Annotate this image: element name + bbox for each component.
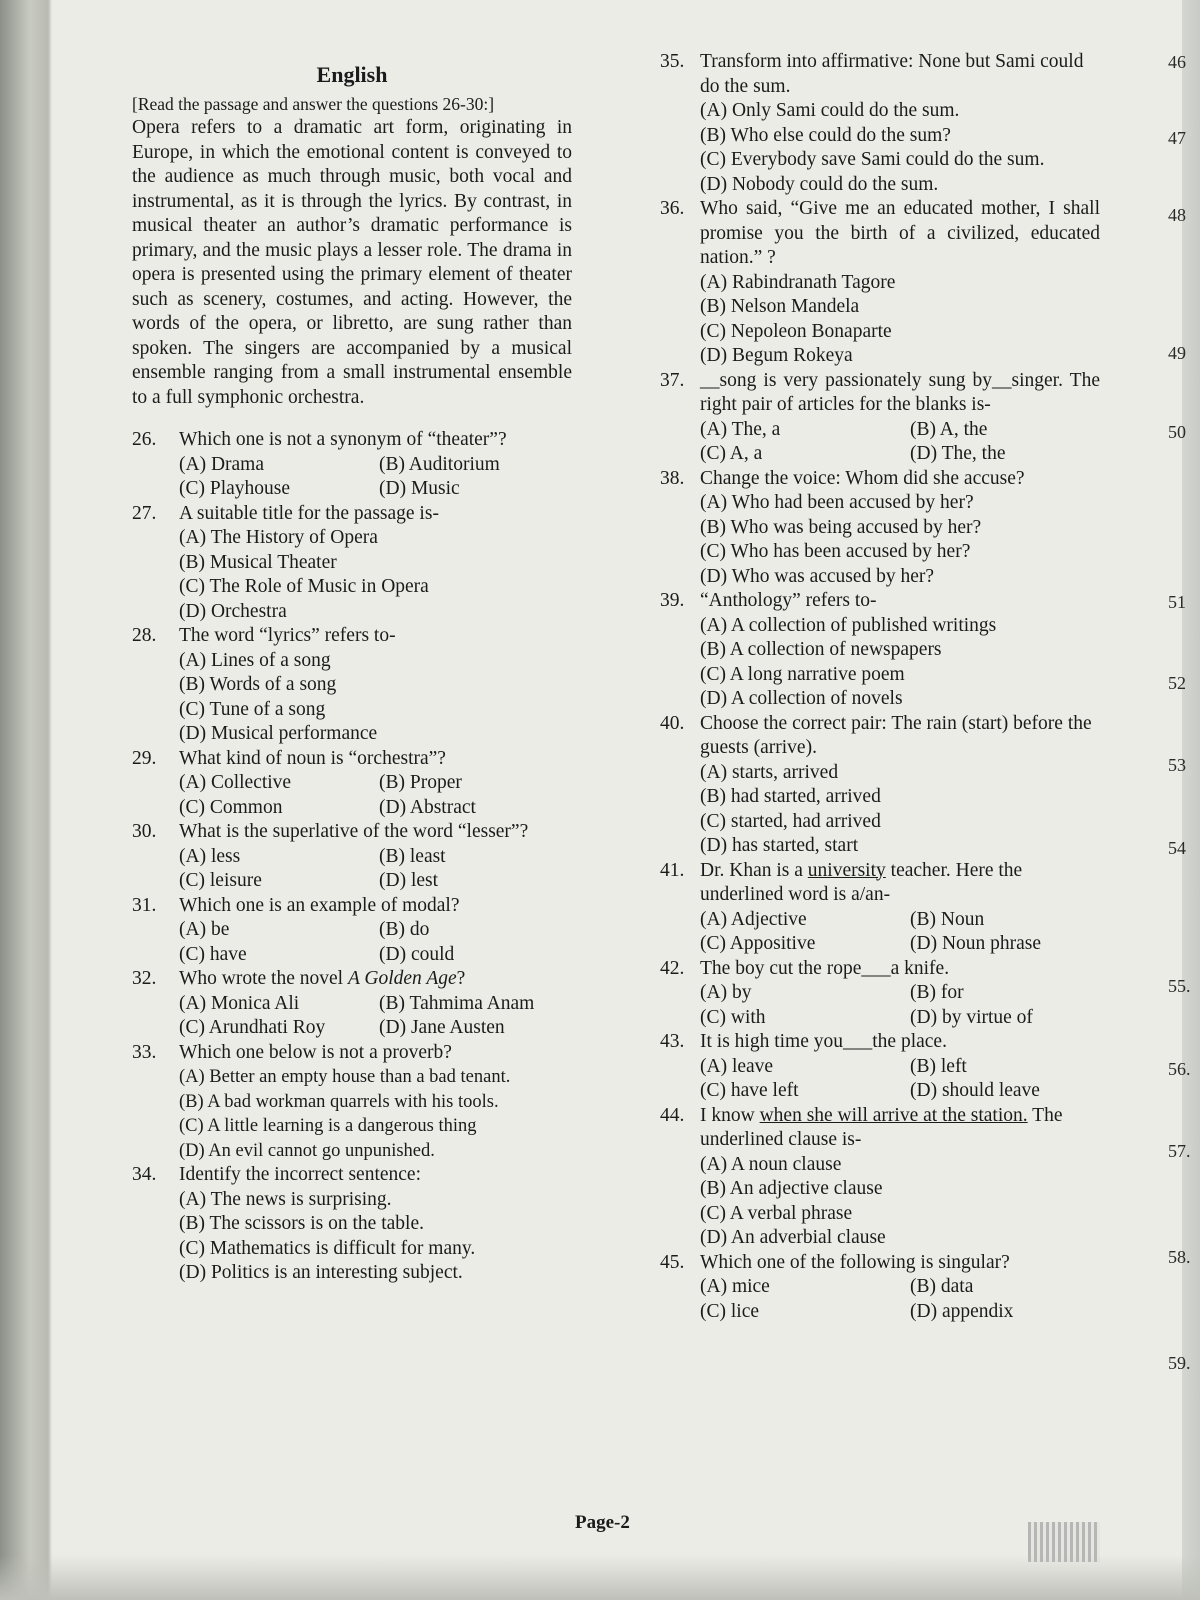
margin-number: 47 — [1168, 128, 1186, 148]
question-text: I know when she will arrive at the station. The underlined clause is- — [700, 1104, 1063, 1150]
option-d: (D) Abstract — [379, 796, 476, 818]
margin-number: 55. — [1168, 976, 1191, 996]
option-c: (C) Who has been accused by her? — [700, 541, 971, 562]
option-a: (A) starts, arrived — [700, 761, 839, 783]
margin-number: 50 — [1168, 422, 1186, 442]
question-text: Transform into affirmative: None but Sami could do the sum. — [700, 51, 1084, 97]
option-a: (A) The History of Opera — [179, 527, 378, 548]
option-d: (D) could — [379, 943, 455, 965]
option-d: (D) The, the — [910, 443, 1006, 464]
margin-number: 59. — [1168, 1353, 1191, 1373]
question-29 — [132, 747, 572, 821]
margin-number: 53 — [1168, 755, 1186, 775]
question-number: 41. — [660, 859, 685, 881]
underlined-word: university — [807, 859, 886, 881]
option-a: (A) Monica Ali — [179, 992, 300, 1014]
question-38 — [660, 467, 1100, 590]
option-c: (C) A, a — [700, 443, 763, 464]
option-b: (B) An adjective clause — [700, 1178, 883, 1199]
subject-heading: English — [316, 62, 388, 87]
question-31 — [132, 894, 572, 968]
right-column — [660, 50, 1100, 1324]
question-number: 36. — [660, 198, 685, 219]
option-a: (A) Better an empty house than a bad tenant. — [179, 1067, 511, 1087]
option-a: (A) mice — [700, 1276, 770, 1297]
question-number: 35. — [660, 51, 685, 72]
question-30 — [132, 820, 572, 894]
question-number: 27. — [132, 502, 157, 524]
option-d: (D) Who was accused by her? — [700, 565, 935, 587]
question-28 — [132, 624, 572, 747]
question-text: Change the voice: Whom did she accuse? — [700, 467, 1025, 489]
question-number: 38. — [660, 467, 685, 489]
option-b: (B) Who was being accused by her? — [700, 516, 982, 538]
option-d: (D) Politics is an interesting subject. — [179, 1262, 463, 1283]
option-b: (B) Nelson Mandela — [700, 296, 860, 317]
question-number: 44. — [660, 1104, 685, 1126]
option-c: (C) Common — [179, 796, 283, 818]
option-c: (C) Mathematics is difficult for many. — [179, 1237, 476, 1259]
novel-title: A Golden Age — [347, 968, 457, 989]
question-number: 40. — [660, 712, 685, 734]
option-c: (C) with — [700, 1006, 766, 1028]
option-b: (B) A bad workman quarrels with his tools. — [179, 1091, 499, 1112]
question-number: 45. — [660, 1251, 685, 1273]
option-b: (B) for — [910, 982, 964, 1003]
option-b: (B) A collection of newspapers — [700, 639, 942, 660]
option-b: (B) Auditorium — [379, 453, 500, 475]
margin-number: 56. — [1168, 1059, 1191, 1079]
option-b: (B) do — [379, 919, 430, 940]
margin-number: 51 — [1168, 592, 1186, 612]
question-text: __song is very passionately sung by__singer. The right pair of articles for the blanks is- — [700, 369, 1100, 415]
question-41 — [660, 859, 1100, 957]
table-surface — [0, 1555, 1200, 1600]
question-number: 28. — [132, 625, 157, 646]
margin-number: 54 — [1168, 838, 1186, 858]
margin-number: 48 — [1168, 205, 1186, 225]
option-d: (D) Noun phrase — [910, 933, 1042, 954]
question-text: What is the superlative of the word “lesser”? — [179, 821, 529, 842]
option-b: (B) least — [379, 845, 446, 867]
option-a: (A) A collection of published writings — [700, 614, 997, 636]
option-d: (D) Nobody could do the sum. — [700, 173, 939, 195]
option-c: (C) Appositive — [700, 933, 816, 954]
question-35 — [660, 50, 1100, 197]
option-b: (B) Proper — [379, 772, 462, 793]
question-40 — [660, 712, 1100, 859]
option-c: (C) leisure — [179, 870, 262, 891]
option-b: (B) Words of a song — [179, 674, 337, 695]
question-number: 32. — [132, 968, 157, 989]
option-d: (D) has started, start — [700, 835, 859, 856]
option-a: (A) Only Sami could do the sum. — [700, 100, 960, 121]
option-d: (D) should leave — [910, 1080, 1040, 1101]
question-text: The boy cut the rope___a knife. — [700, 957, 950, 979]
question-number: 29. — [132, 747, 157, 769]
option-d: (D) Musical performance — [179, 723, 378, 744]
question-text: Who said, “Give me an educated mother, I shall promise you the birth of a civilized, educated nation.” ? — [700, 198, 1100, 268]
question-text: What kind of noun is “orchestra”? — [179, 747, 446, 769]
margin-number: 58. — [1168, 1247, 1191, 1267]
option-c: (C) Arundhati Roy — [179, 1017, 326, 1038]
margin-number: 46 — [1168, 52, 1186, 72]
option-a: (A) Who had been accused by her? — [700, 492, 974, 513]
option-a: (A) Lines of a song — [179, 649, 331, 671]
question-text: Which one of the following is singular? — [700, 1251, 1010, 1273]
question-text: The word “lyrics” refers to- — [179, 625, 396, 646]
option-b: (B) Tahmima Anam — [379, 992, 535, 1014]
question-number: 42. — [660, 957, 685, 979]
option-a: (A) leave — [700, 1055, 774, 1077]
question-text: A suitable title for the passage is- — [179, 502, 439, 524]
question-number: 31. — [132, 894, 157, 916]
question-number: 30. — [132, 821, 157, 842]
option-d: (D) Begum Rokeya — [700, 345, 853, 366]
question-39 — [660, 589, 1100, 712]
margin-number: 49 — [1168, 343, 1186, 363]
question-number: 39. — [660, 590, 685, 611]
option-a: (A) be — [179, 919, 230, 940]
option-b: (B) had started, arrived — [700, 786, 881, 807]
option-a: (A) less — [179, 845, 241, 867]
option-a: (A) The, a — [700, 418, 781, 440]
underlined-clause: when she will arrive at the station. — [759, 1104, 1028, 1126]
question-26 — [132, 428, 572, 502]
option-b: (B) The scissors is on the table. — [179, 1213, 424, 1234]
option-d: (D) An evil cannot go unpunished. — [179, 1140, 435, 1161]
question-45 — [660, 1251, 1100, 1325]
option-a: (A) A noun clause — [700, 1153, 842, 1175]
reading-passage: Opera refers to a dramatic art form, originating in Europe, in which the emotional content is conveyed to the audience as much through music, both vocal and instrumental, as it is through the lyrics. By contrast, in musical theater an author’s dramatic performance is primary, and the music plays a lesser role. The drama in opera is presented using the primary element of theater such as scenery, costumes, and acting. However, the words of the opera, or libretto, are sung rather than spoken. The singers are accompanied by a musical ensemble ranging from a small instrumental ensemble to a full symphonic orchestra. — [132, 117, 572, 408]
option-a: (A) Adjective — [700, 908, 807, 930]
option-c: (C) A verbal phrase — [700, 1202, 853, 1224]
option-a: (A) Collective — [179, 772, 292, 793]
question-33 — [132, 1041, 572, 1164]
question-text: Which one is an example of modal? — [179, 894, 460, 916]
left-column — [132, 62, 572, 1286]
option-a: (A) The news is surprising. — [179, 1188, 392, 1210]
option-b: (B) left — [910, 1055, 967, 1077]
option-b: (B) A, the — [910, 418, 988, 440]
question-37 — [660, 369, 1100, 467]
option-c: (C) have — [179, 943, 247, 965]
option-d: (D) An adverbial clause — [700, 1227, 886, 1248]
option-a: (A) by — [700, 982, 752, 1003]
option-a: (A) Rabindranath Tagore — [700, 271, 896, 293]
option-c: (C) Everybody save Sami could do the sum. — [700, 149, 1045, 170]
question-text: Which one is not a synonym of “theater”? — [179, 429, 507, 450]
option-c: (C) A long narrative poem — [700, 663, 905, 685]
question-44 — [660, 1104, 1100, 1251]
question-42 — [660, 957, 1100, 1031]
option-d: (D) appendix — [910, 1300, 1014, 1322]
question-43 — [660, 1030, 1100, 1104]
margin-number: 57. — [1168, 1141, 1191, 1161]
option-a: (A) Drama — [179, 453, 264, 475]
option-d: (D) lest — [379, 870, 439, 891]
question-text: Who wrote the novel A Golden Age? — [179, 968, 466, 989]
page-number: Page-2 — [575, 1512, 630, 1533]
question-text: Choose the correct pair: The rain (start) before the guests (arrive). — [700, 712, 1092, 758]
option-d: (D) Jane Austen — [379, 1017, 505, 1038]
option-c: (C) Playhouse — [179, 478, 291, 499]
question-number: 43. — [660, 1031, 685, 1052]
question-text: Which one below is not a proverb? — [179, 1041, 452, 1063]
option-c: (C) Nepoleon Bonaparte — [700, 320, 892, 342]
option-d: (D) A collection of novels — [700, 688, 903, 709]
question-34 — [132, 1163, 572, 1286]
question-text: Identify the incorrect sentence: — [179, 1164, 422, 1185]
option-c: (C) Tune of a song — [179, 698, 326, 720]
option-c: (C) started, had arrived — [700, 810, 881, 832]
question-text: It is high time you___the place. — [700, 1031, 947, 1052]
option-b: (B) data — [910, 1276, 974, 1297]
question-number: 26. — [132, 429, 157, 450]
question-36 — [660, 197, 1100, 369]
option-b: (B) Musical Theater — [179, 551, 337, 573]
option-c: (C) have left — [700, 1080, 799, 1101]
question-number: 33. — [132, 1041, 157, 1063]
option-c: (C) lice — [700, 1300, 760, 1322]
option-b: (B) Who else could do the sum? — [700, 124, 951, 146]
margin-number: 52 — [1168, 673, 1186, 693]
question-27 — [132, 502, 572, 625]
question-text: Dr. Khan is a university teacher. Here the underlined word is a/an- — [700, 859, 1023, 905]
option-d: (D) by virtue of — [910, 1006, 1033, 1028]
option-b: (B) Noun — [910, 908, 985, 930]
option-c: (C) The Role of Music in Opera — [179, 576, 429, 597]
question-number: 37. — [660, 369, 685, 391]
option-c: (C) A little learning is a dangerous thing — [179, 1116, 477, 1136]
option-d: (D) Music — [379, 478, 460, 499]
option-d: (D) Orchestra — [179, 600, 287, 622]
passage-instructions: [Read the passage and answer the questions 26-30:] — [132, 94, 495, 114]
question-number: 34. — [132, 1164, 157, 1185]
question-32 — [132, 967, 572, 1041]
question-text: “Anthology” refers to- — [700, 590, 877, 611]
